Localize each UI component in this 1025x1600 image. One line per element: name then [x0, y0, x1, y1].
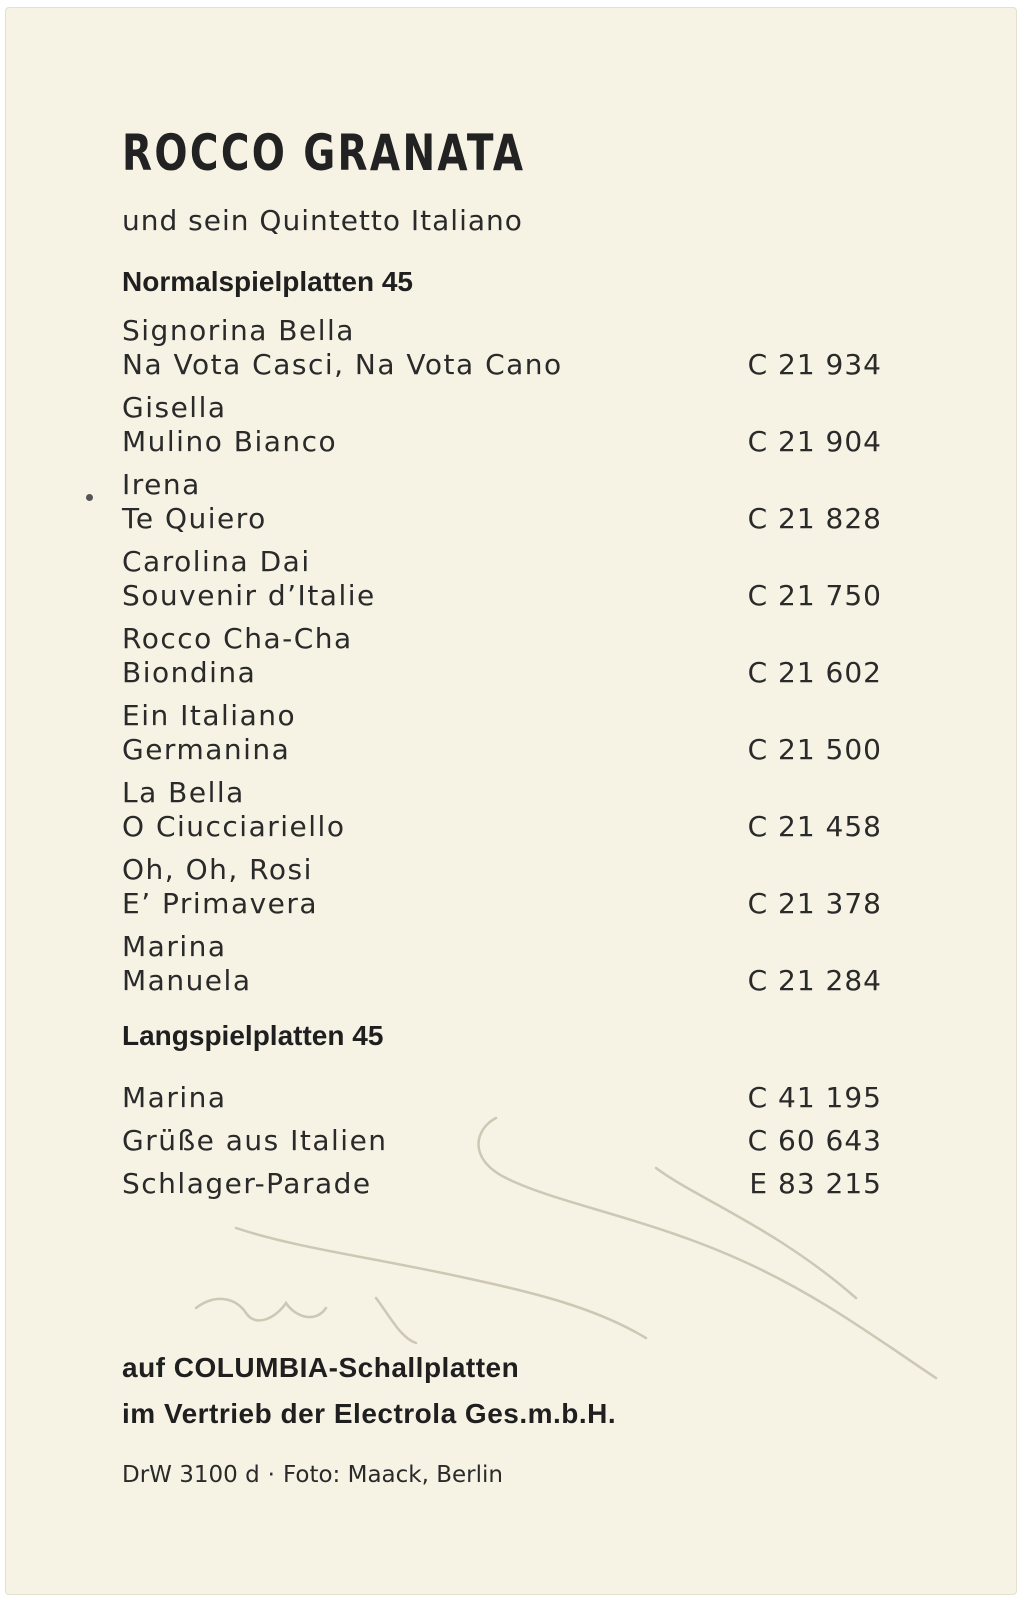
catalog-number: C 21 458 — [747, 810, 882, 843]
catalog-number: C 21 602 — [747, 656, 882, 689]
b-side-title: Souvenir d’Italie — [122, 579, 376, 612]
longplay-record — [122, 1123, 882, 1166]
longplay-record — [122, 1080, 882, 1123]
label-line: auf COLUMBIA-Schallplatten — [122, 1352, 520, 1383]
album-title: Schlager-Parade — [122, 1167, 372, 1200]
catalog-number: C 21 378 — [747, 887, 882, 920]
catalog-number: C 21 904 — [747, 425, 882, 458]
a-side-title: Signorina Bella — [122, 314, 355, 347]
ink-speck — [86, 494, 93, 501]
singles-list — [122, 314, 882, 1007]
a-side-title: Ein Italiano — [122, 699, 297, 732]
record-card — [6, 8, 1016, 1594]
a-side-title: La Bella — [122, 776, 245, 809]
artist-name: ROCCO GRANATA — [122, 124, 526, 182]
a-side-title: Rocco Cha-Cha — [122, 622, 353, 655]
photo-credit: Foto: Maack, Berlin — [282, 1462, 503, 1488]
b-side-title: Te Quiero — [122, 502, 267, 535]
catalog-number: C 60 643 — [747, 1124, 882, 1157]
b-side-title: Manuela — [122, 964, 252, 997]
separator-dot: · — [267, 1462, 275, 1488]
single-record — [122, 314, 882, 391]
a-side-title: Marina — [122, 930, 227, 963]
b-side-title: Germanina — [122, 733, 291, 766]
catalog-number: C 21 284 — [747, 964, 882, 997]
a-side-title: Carolina Dai — [122, 545, 311, 578]
a-side-title: Oh, Oh, Rosi — [122, 853, 313, 886]
b-side-title: Biondina — [122, 656, 257, 689]
b-side-title: E’ Primavera — [122, 887, 319, 920]
artist-subtitle: und sein Quintetto Italiano — [122, 204, 523, 237]
catalog-number: C 21 500 — [747, 733, 882, 766]
print-code: DrW 3100 d — [122, 1462, 260, 1488]
b-side-title: Mulino Bianco — [122, 425, 338, 458]
catalog-number: C 21 828 — [747, 502, 882, 535]
longplay-record — [122, 1166, 882, 1209]
single-record — [122, 930, 882, 1007]
single-record — [122, 699, 882, 776]
a-side-title: Gisella — [122, 391, 227, 424]
distribution-line: im Vertrieb der Electrola Ges.m.b.H. — [122, 1398, 617, 1429]
b-side-title: O Ciucciariello — [122, 810, 346, 843]
print-credit — [122, 1462, 503, 1488]
single-record — [122, 391, 882, 468]
single-record — [122, 776, 882, 853]
singles-heading: Normalspielplatten 45 — [122, 266, 413, 297]
album-title: Marina — [122, 1081, 227, 1114]
catalog-number: C 21 750 — [747, 579, 882, 612]
b-side-title: Na Vota Casci, Na Vota Cano — [122, 348, 563, 381]
single-record — [122, 545, 882, 622]
single-record — [122, 622, 882, 699]
album-title: Grüße aus Italien — [122, 1124, 388, 1157]
catalog-number: E 83 215 — [749, 1167, 882, 1200]
single-record — [122, 853, 882, 930]
catalog-number: C 41 195 — [747, 1081, 882, 1114]
longplay-heading: Langspielplatten 45 — [122, 1020, 384, 1051]
single-record — [122, 468, 882, 545]
a-side-title: Irena — [122, 468, 201, 501]
longplay-list — [122, 1080, 882, 1209]
catalog-number: C 21 934 — [747, 348, 882, 381]
